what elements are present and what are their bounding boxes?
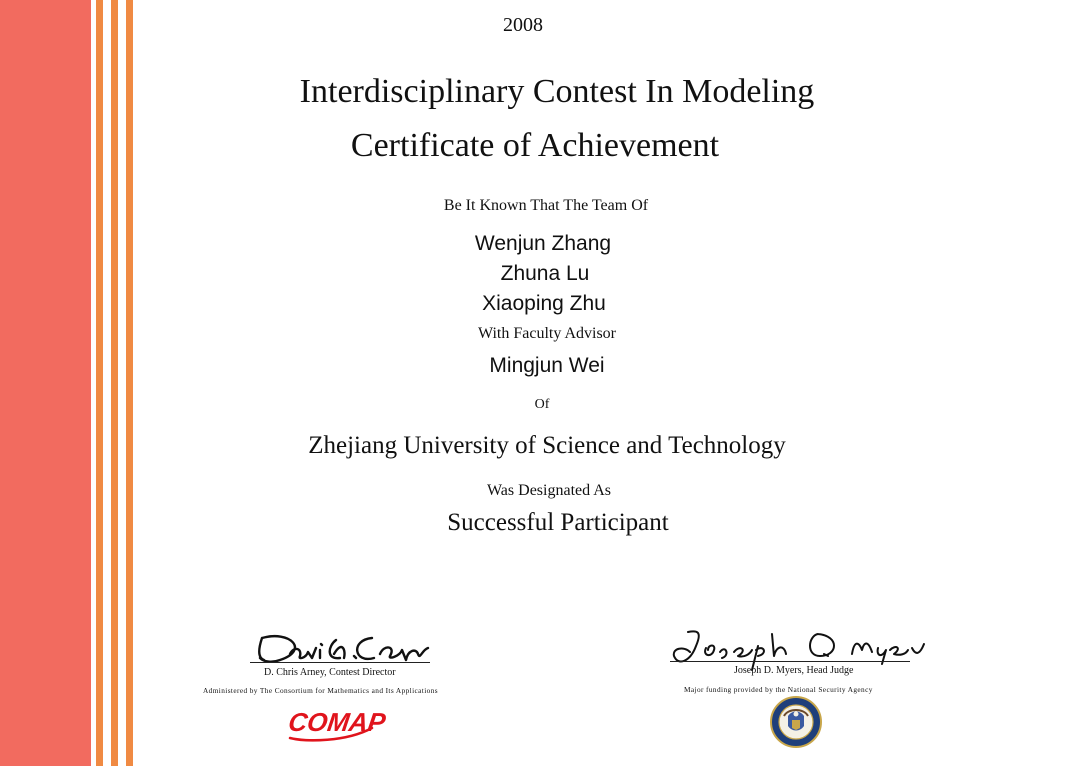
designation: Successful Participant <box>447 509 669 536</box>
advisor-label: With Faculty Advisor <box>477 325 616 342</box>
border-stripe <box>126 0 133 766</box>
left-border-band <box>0 0 91 766</box>
judge-name-title: Joseph D. Myers, Head Judge <box>734 665 854 676</box>
nsa-note: Major funding provided by the National Security Agency <box>684 685 873 694</box>
of-label: Of <box>534 397 550 412</box>
institution-name: Zhejiang University of Science and Technology <box>308 432 786 459</box>
year: 2008 <box>503 14 543 36</box>
signature-line <box>670 661 910 662</box>
advisor-name: Mingjun Wei <box>489 354 605 377</box>
team-member: Xiaoping Zhu <box>482 292 606 315</box>
contest-title: Interdisciplinary Contest In Modeling <box>299 73 815 110</box>
certificate-title: Certificate of Achievement <box>350 127 720 164</box>
team-member: Zhuna Lu <box>500 262 590 285</box>
designation-label: Was Designated As <box>486 482 612 499</box>
signature-line <box>250 662 430 663</box>
border-stripe <box>111 0 118 766</box>
comap-note: Administered by The Consortium for Mathematics and Its Applications <box>203 686 438 695</box>
team-member: Wenjun Zhang <box>474 232 612 255</box>
border-stripe <box>96 0 103 766</box>
director-name-title: D. Chris Arney, Contest Director <box>264 667 396 678</box>
svg-text:COMAP: COMAP <box>286 707 388 737</box>
intro-text: Be It Known That The Team Of <box>443 197 649 214</box>
